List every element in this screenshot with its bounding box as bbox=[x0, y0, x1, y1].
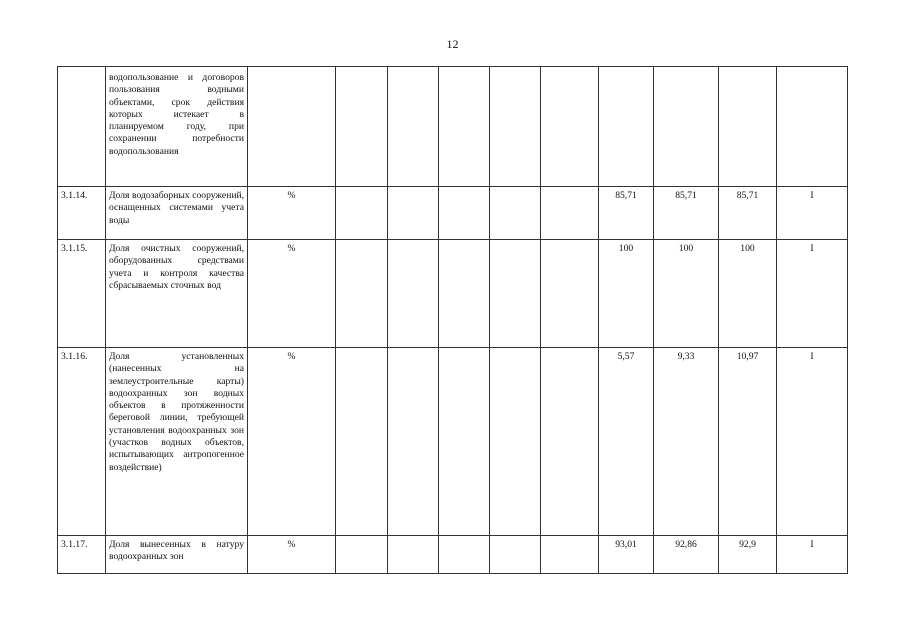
indicator-name: Доля установленных (нанесенных на землеустроительные карты) водоохранных зон водных объектов в протяженности береговой линии, требующей установления водоохранных зон (участков водных объектов, испытывающих антропогенное воздействие) bbox=[106, 348, 248, 536]
empty-cell bbox=[541, 67, 599, 187]
value-cell-1: 93,01 bbox=[599, 536, 654, 574]
unit-cell: % bbox=[248, 240, 336, 348]
indicator-name: Доля вынесенных в натуру водоохранных зон bbox=[106, 536, 248, 574]
value-cell-3: 100 bbox=[719, 240, 777, 348]
empty-cell bbox=[439, 536, 490, 574]
table-row bbox=[58, 187, 848, 240]
page-number: 12 bbox=[446, 37, 459, 51]
indicator-name: водопользование и договоров пользования водными объектами, срок действия которых истекает в планируемом году, при сохранении потребности водопользования bbox=[106, 67, 248, 187]
empty-cell bbox=[388, 240, 439, 348]
empty-cell bbox=[439, 67, 490, 187]
code-cell: I bbox=[777, 536, 848, 574]
empty-cell bbox=[439, 348, 490, 536]
indicator-name: Доля очистных сооружений, оборудованных средствами учета и контроля качества сбрасываемых сточных вод bbox=[106, 240, 248, 348]
unit-cell: % bbox=[248, 187, 336, 240]
indicator-name: Доля водозаборных сооружений, оснащенных системами учета воды bbox=[106, 187, 248, 240]
row-number bbox=[58, 67, 106, 187]
unit-cell: % bbox=[248, 536, 336, 574]
empty-cell bbox=[336, 187, 388, 240]
empty-cell bbox=[336, 536, 388, 574]
value-cell-1: 5,57 bbox=[599, 348, 654, 536]
empty-cell bbox=[541, 240, 599, 348]
value-cell-2: 85,71 bbox=[654, 187, 719, 240]
empty-cell bbox=[541, 348, 599, 536]
code-cell: I bbox=[777, 348, 848, 536]
code-cell: I bbox=[777, 187, 848, 240]
indicators-table bbox=[57, 66, 848, 574]
unit-cell bbox=[248, 67, 336, 187]
empty-cell bbox=[336, 240, 388, 348]
value-cell-3: 85,71 bbox=[719, 187, 777, 240]
value-cell-3: 10,97 bbox=[719, 348, 777, 536]
value-cell-2: 92,86 bbox=[654, 536, 719, 574]
empty-cell bbox=[439, 187, 490, 240]
table-body bbox=[58, 67, 848, 574]
table-row bbox=[58, 536, 848, 574]
row-number: 3.1.15. bbox=[58, 240, 106, 348]
empty-cell bbox=[388, 187, 439, 240]
empty-cell bbox=[388, 536, 439, 574]
empty-cell bbox=[388, 348, 439, 536]
empty-cell bbox=[541, 536, 599, 574]
empty-cell bbox=[336, 348, 388, 536]
row-number: 3.1.14. bbox=[58, 187, 106, 240]
unit-cell: % bbox=[248, 348, 336, 536]
table-row bbox=[58, 67, 848, 187]
empty-cell bbox=[490, 187, 541, 240]
row-number: 3.1.16. bbox=[58, 348, 106, 536]
value-cell-1: 100 bbox=[599, 240, 654, 348]
empty-cell bbox=[439, 240, 490, 348]
code-cell bbox=[777, 67, 848, 187]
table-row bbox=[58, 240, 848, 348]
value-cell-2: 9,33 bbox=[654, 348, 719, 536]
row-number: 3.1.17. bbox=[58, 536, 106, 574]
table-row bbox=[58, 348, 848, 536]
empty-cell bbox=[490, 536, 541, 574]
empty-cell bbox=[388, 67, 439, 187]
value-cell-1 bbox=[599, 67, 654, 187]
empty-cell bbox=[490, 67, 541, 187]
value-cell-2: 100 bbox=[654, 240, 719, 348]
empty-cell bbox=[336, 67, 388, 187]
empty-cell bbox=[490, 348, 541, 536]
value-cell-1: 85,71 bbox=[599, 187, 654, 240]
empty-cell bbox=[490, 240, 541, 348]
value-cell-3 bbox=[719, 67, 777, 187]
value-cell-3: 92,9 bbox=[719, 536, 777, 574]
code-cell: I bbox=[777, 240, 848, 348]
empty-cell bbox=[541, 187, 599, 240]
value-cell-2 bbox=[654, 67, 719, 187]
